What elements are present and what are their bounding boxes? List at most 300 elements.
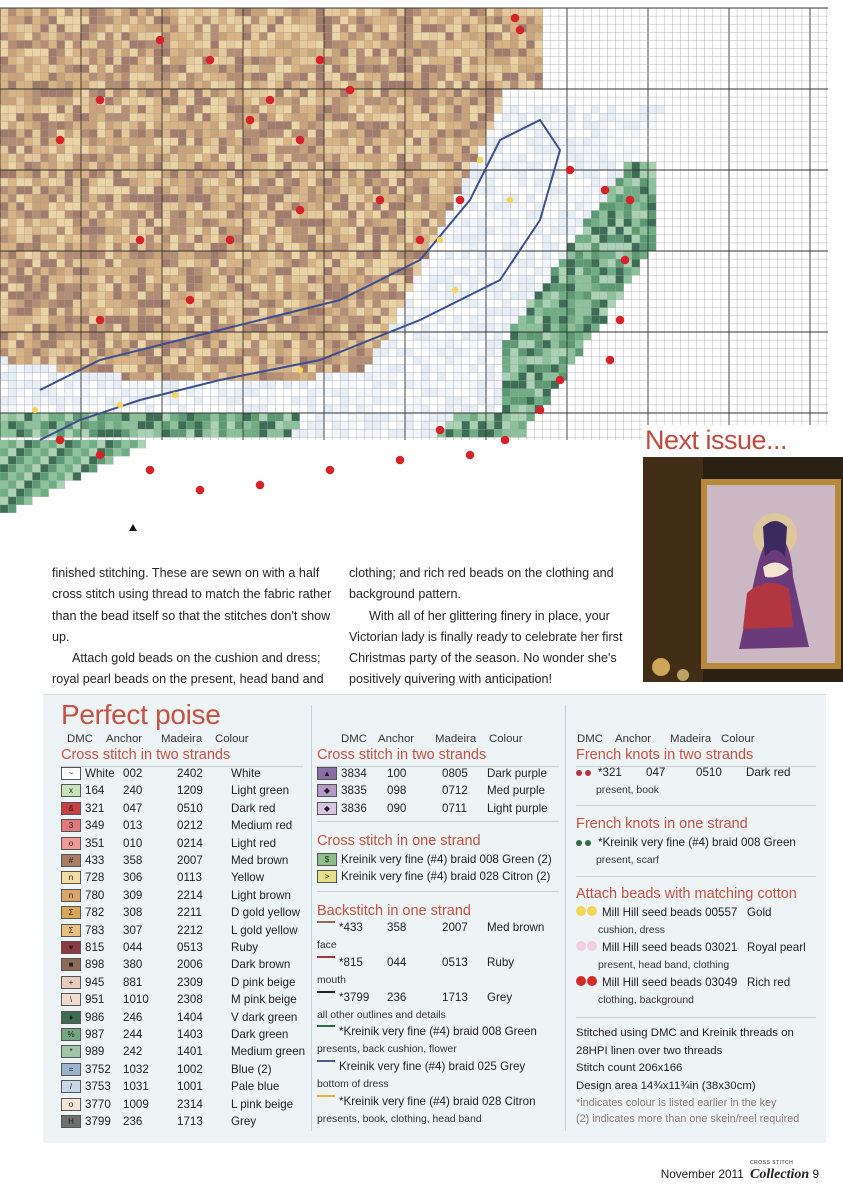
stitch-cell: [348, 316, 356, 324]
stitch-cell: [527, 243, 535, 251]
stitch-cell: [437, 259, 445, 267]
stitch-cell: [162, 130, 170, 138]
stitch-cell: [105, 32, 113, 40]
stitch-cell: [284, 275, 292, 283]
stitch-cell: [292, 340, 300, 348]
stitch-cell: [227, 227, 235, 235]
stitch-cell: [219, 211, 227, 219]
stitch-cell: [332, 81, 340, 89]
stitch-cell: [138, 121, 146, 129]
column-divider: [565, 705, 566, 1131]
stitch-cell: [122, 105, 130, 113]
symbol-swatch: 3: [61, 819, 81, 832]
stitch-cell: [41, 57, 49, 65]
stitch-cell: [178, 24, 186, 32]
stitch-cell: [81, 49, 89, 57]
stitch-cell: [543, 259, 551, 267]
stitch-cell: [32, 324, 40, 332]
stitch-cell: [348, 381, 356, 389]
stitch-cell: [389, 251, 397, 259]
stitch-cell: [389, 97, 397, 105]
stitch-cell: [365, 138, 373, 146]
stitch-cell: [567, 348, 575, 356]
stitch-cell: [162, 397, 170, 405]
stitch-cell: [429, 8, 437, 16]
stitch-cell: [57, 16, 65, 24]
stitch-cell: [543, 138, 551, 146]
stitch-cell: [292, 227, 300, 235]
stitch-cell: [502, 397, 510, 405]
stitch-cell: [292, 57, 300, 65]
stitch-cell: [235, 113, 243, 121]
stitch-cell: [122, 154, 130, 162]
stitch-cell: [251, 300, 259, 308]
stitch-cell: [599, 121, 607, 129]
stitch-cell: [186, 308, 194, 316]
stitch-cell: [324, 178, 332, 186]
stitch-cell: [373, 154, 381, 162]
stitch-cell: [251, 308, 259, 316]
stitch-cell: [0, 235, 8, 243]
stitch-cell: [300, 57, 308, 65]
stitch-cell: [616, 178, 624, 186]
stitch-cell: [405, 364, 413, 372]
stitch-cell: [194, 178, 202, 186]
stitch-cell: [65, 413, 73, 421]
stitch-cell: [486, 421, 494, 429]
stitch-cell: [243, 259, 251, 267]
stitch-cell: [381, 211, 389, 219]
stitch-cell: [373, 138, 381, 146]
thread-row: [61, 1028, 306, 1045]
stitch-cell: [429, 283, 437, 291]
stitch-cell: [8, 89, 16, 97]
stitch-cell: [146, 211, 154, 219]
stitch-cell: [640, 178, 648, 186]
stitch-cell: [405, 65, 413, 73]
stitch-cell: [259, 251, 267, 259]
stitch-cell: [373, 356, 381, 364]
stitch-cell: [454, 397, 462, 405]
stitch-cell: [365, 113, 373, 121]
madeira-heading: Madeira: [670, 733, 712, 745]
stitch-cell: [8, 259, 16, 267]
stitch-cell: [462, 146, 470, 154]
stitch-cell: [348, 373, 356, 381]
stitch-cell: [316, 186, 324, 194]
stitch-cell: [470, 348, 478, 356]
stitch-cell: [494, 170, 502, 178]
stitch-cell: [41, 81, 49, 89]
stitch-cell: [381, 292, 389, 300]
stitch-cell: [0, 489, 8, 497]
stitch-cell: [429, 332, 437, 340]
stitch-cell: [203, 97, 211, 105]
stitch-cell: [308, 8, 316, 16]
stitch-cell: [308, 219, 316, 227]
stitch-cell: [437, 186, 445, 194]
stitch-cell: [332, 97, 340, 105]
stitch-cell: [413, 57, 421, 65]
red-bead: [556, 376, 565, 385]
stitch-cell: [203, 162, 211, 170]
stitch-cell: [616, 267, 624, 275]
stitch-cell: [0, 81, 8, 89]
stitch-cell: [178, 146, 186, 154]
stitch-cell: [324, 194, 332, 202]
stitch-cell: [551, 202, 559, 210]
stitch-cell: [599, 202, 607, 210]
stitch-cell: [437, 324, 445, 332]
stitch-cell: [494, 105, 502, 113]
stitch-cell: [373, 178, 381, 186]
stitch-cell: [454, 356, 462, 364]
stitch-cell: [73, 356, 81, 364]
stitch-cell: [178, 219, 186, 227]
stitch-cell: [437, 57, 445, 65]
stitch-cell: [41, 32, 49, 40]
stitch-cell: [389, 348, 397, 356]
stitch-cell: [186, 324, 194, 332]
stitch-cell: [65, 105, 73, 113]
stitch-cell: [170, 170, 178, 178]
stitch-cell: [267, 259, 275, 267]
stitch-cell: [478, 113, 486, 121]
stitch-cell: [510, 429, 518, 437]
stitch-cell: [154, 24, 162, 32]
stitch-cell: [308, 324, 316, 332]
stitch-cell: [130, 146, 138, 154]
stitch-cell: [16, 489, 24, 497]
stitch-cell: [49, 308, 57, 316]
thread-name: Kreinik very fine (#4) braid 008 Green (2): [341, 853, 552, 866]
stitch-cell: [275, 178, 283, 186]
stitch-cell: [57, 464, 65, 472]
stitch-cell: [486, 227, 494, 235]
stitch-cell: [122, 413, 130, 421]
stitch-cell: [81, 186, 89, 194]
stitch-cell: [219, 146, 227, 154]
stitch-cell: [527, 40, 535, 48]
stitch-cell: [275, 89, 283, 97]
stitch-cell: [356, 170, 364, 178]
stitch-cell: [284, 381, 292, 389]
stitch-cell: [389, 121, 397, 129]
stitch-cell: [300, 275, 308, 283]
stitch-cell: [462, 97, 470, 105]
stitch-cell: [8, 170, 16, 178]
stitch-cell: [332, 275, 340, 283]
stitch-cell: [446, 40, 454, 48]
stitch-cell: [308, 40, 316, 48]
stitch-cell: [535, 57, 543, 65]
stitch-cell: [105, 389, 113, 397]
stitch-cell: [413, 332, 421, 340]
stitch-cell: [49, 97, 57, 105]
dmc-code: *433: [339, 921, 363, 934]
stitch-cell: [446, 364, 454, 372]
madeira-code: 1002: [177, 1062, 203, 1076]
paragraph: finished stitching. These are sewn on with a half cross stitch using thread to match the fabric rather than the bead itself so that the stitches don't show up.: [52, 566, 332, 644]
stitch-cell: [227, 49, 235, 57]
stitch-cell: [32, 356, 40, 364]
stitch-cell: [381, 243, 389, 251]
stitch-cell: [73, 146, 81, 154]
stitch-cell: [462, 170, 470, 178]
stitch-cell: [24, 308, 32, 316]
stitch-cell: [130, 154, 138, 162]
stitch-cell: [24, 24, 32, 32]
stitch-cell: [591, 324, 599, 332]
stitch-cell: [65, 259, 73, 267]
stitch-cell: [73, 405, 81, 413]
stitch-cell: [470, 267, 478, 275]
stitch-cell: [97, 300, 105, 308]
stitch-cell: [316, 219, 324, 227]
stitch-cell: [502, 381, 510, 389]
stitch-cell: [348, 57, 356, 65]
stitch-cell: [454, 381, 462, 389]
stitch-cell: [583, 300, 591, 308]
stitch-cell: [113, 316, 121, 324]
stitch-cell: [227, 154, 235, 162]
stitch-cell: [259, 235, 267, 243]
stitch-cell: [81, 57, 89, 65]
stitch-cell: [478, 429, 486, 437]
stitch-cell: [397, 429, 405, 437]
backstitch-row: [317, 1095, 562, 1112]
stitch-cell: [138, 113, 146, 121]
stitch-cell: [219, 243, 227, 251]
stitch-cell: [194, 211, 202, 219]
stitch-cell: [259, 146, 267, 154]
madeira-heading: Madeira: [161, 733, 203, 745]
stitch-cell: [113, 24, 121, 32]
bead-swatch: [587, 941, 597, 951]
stitch-cell: [324, 81, 332, 89]
stitch-cell: [470, 49, 478, 57]
stitch-cell: [559, 235, 567, 243]
stitch-cell: [81, 259, 89, 267]
stitch-cell: [154, 332, 162, 340]
stitch-cell: [275, 40, 283, 48]
stitch-cell: [365, 397, 373, 405]
stitch-cell: [154, 421, 162, 429]
stitch-cell: [535, 65, 543, 73]
stitch-cell: [122, 65, 130, 73]
stitch-cell: [194, 49, 202, 57]
stitch-cell: [219, 24, 227, 32]
stitch-cell: [535, 81, 543, 89]
stitch-cell: [470, 283, 478, 291]
stitch-cell: [186, 227, 194, 235]
stitch-cell: [478, 211, 486, 219]
stitch-cell: [300, 24, 308, 32]
stitch-cell: [527, 105, 535, 113]
stitch-cell: [41, 130, 49, 138]
stitch-cell: [65, 211, 73, 219]
stitch-cell: [543, 356, 551, 364]
stitch-cell: [332, 154, 340, 162]
stitch-cell: [478, 397, 486, 405]
stitch-cell: [421, 267, 429, 275]
stitch-cell: [227, 130, 235, 138]
stitch-cell: [332, 65, 340, 73]
stitch-cell: [275, 81, 283, 89]
stitch-cell: [316, 332, 324, 340]
stitch-cell: [178, 243, 186, 251]
stitch-cell: [251, 8, 259, 16]
stitch-cell: [57, 211, 65, 219]
stitch-cell: [41, 146, 49, 154]
stitch-cell: [437, 8, 445, 16]
stitch-cell: [527, 154, 535, 162]
stitch-cell: [340, 49, 348, 57]
stitch-cell: [308, 267, 316, 275]
stitch-cell: [389, 81, 397, 89]
stitch-cell: [130, 267, 138, 275]
stitch-cell: [251, 202, 259, 210]
stitch-cell: [8, 24, 16, 32]
madeira-code: 0510: [177, 801, 203, 815]
stitch-cell: [138, 227, 146, 235]
stitch-cell: [381, 97, 389, 105]
stitch-cell: [146, 97, 154, 105]
stitch-cell: [397, 154, 405, 162]
stitch-cell: [348, 324, 356, 332]
stitch-cell: [24, 332, 32, 340]
stitch-cell: [49, 154, 57, 162]
stitch-cell: [122, 364, 130, 372]
stitch-cell: [178, 235, 186, 243]
stitch-cell: [97, 227, 105, 235]
stitch-cell: [284, 397, 292, 405]
stitch-cell: [324, 202, 332, 210]
stitch-cell: [146, 154, 154, 162]
stitch-cell: [470, 16, 478, 24]
stitch-cell: [243, 8, 251, 16]
center-marker: [129, 524, 137, 531]
stitch-cell: [113, 283, 121, 291]
stitch-cell: [267, 178, 275, 186]
stitch-cell: [267, 300, 275, 308]
stitch-cell: [194, 16, 202, 24]
stitch-cell: [89, 8, 97, 16]
stitch-cell: [170, 227, 178, 235]
thread-row: [61, 924, 306, 941]
stitch-cell: [16, 81, 24, 89]
stitch-cell: [105, 440, 113, 448]
french-knot-row: [576, 836, 816, 853]
stitch-cell: [510, 397, 518, 405]
stitch-cell: [405, 130, 413, 138]
stitch-cell: [24, 89, 32, 97]
madeira-code: 0113: [177, 871, 202, 885]
stitch-cell: [413, 121, 421, 129]
stitch-cell: [211, 227, 219, 235]
stitch-cell: [381, 130, 389, 138]
stitch-cell: [170, 138, 178, 146]
stitch-cell: [429, 259, 437, 267]
stitch-cell: [348, 113, 356, 121]
stitch-cell: [608, 121, 616, 129]
stitch-cell: [105, 89, 113, 97]
stitch-cell: [599, 194, 607, 202]
stitch-cell: [454, 348, 462, 356]
stitch-cell: [365, 40, 373, 48]
divider: [576, 876, 816, 877]
stitch-cell: [235, 97, 243, 105]
stitch-cell: [24, 421, 32, 429]
stitch-cell: [535, 178, 543, 186]
stitch-cell: [389, 364, 397, 372]
stitch-cell: [356, 178, 364, 186]
stitch-cell: [543, 275, 551, 283]
stitch-cell: [122, 316, 130, 324]
stitch-cell: [340, 259, 348, 267]
stitch-cell: [421, 89, 429, 97]
stitch-cell: [535, 40, 543, 48]
stitch-cell: [446, 340, 454, 348]
stitch-cell: [211, 283, 219, 291]
stitch-cell: [518, 40, 526, 48]
stitch-cell: [535, 130, 543, 138]
stitch-cell: [648, 162, 656, 170]
stitch-cell: [397, 89, 405, 97]
stitch-cell: [24, 40, 32, 48]
stitch-cell: [138, 267, 146, 275]
stitch-cell: [16, 146, 24, 154]
stitch-cell: [478, 8, 486, 16]
stitch-cell: [178, 251, 186, 259]
stitch-cell: [138, 421, 146, 429]
stitch-cell: [527, 356, 535, 364]
stitch-cell: [470, 413, 478, 421]
stitch-cell: [122, 235, 130, 243]
stitch-cell: [510, 146, 518, 154]
stitch-cell: [41, 8, 49, 16]
stitch-cell: [81, 348, 89, 356]
stitch-cell: [332, 292, 340, 300]
stitch-cell: [543, 397, 551, 405]
stitch-cell: [405, 227, 413, 235]
stitch-cell: [49, 340, 57, 348]
stitch-cell: [608, 113, 616, 121]
red-bead: [566, 166, 575, 175]
stitch-cell: [365, 235, 373, 243]
stitch-cell: [437, 405, 445, 413]
stitch-cell: [130, 421, 138, 429]
stitch-cell: [284, 170, 292, 178]
stitch-cell: [219, 121, 227, 129]
stitch-cell: [494, 113, 502, 121]
stitch-cell: [405, 24, 413, 32]
anchor-code: 002: [123, 767, 143, 780]
colour-heading: Colour: [215, 733, 249, 745]
stitch-cell: [138, 413, 146, 421]
stitch-cell: [154, 146, 162, 154]
stitch-cell: [130, 32, 138, 40]
stitch-cell: [41, 162, 49, 170]
stitch-cell: [105, 259, 113, 267]
stitch-cell: [397, 162, 405, 170]
stitch-cell: [437, 154, 445, 162]
stitch-cell: [535, 373, 543, 381]
stitch-cell: [292, 267, 300, 275]
stitch-cell: [567, 300, 575, 308]
stitch-cell: [437, 97, 445, 105]
stitch-cell: [41, 340, 49, 348]
